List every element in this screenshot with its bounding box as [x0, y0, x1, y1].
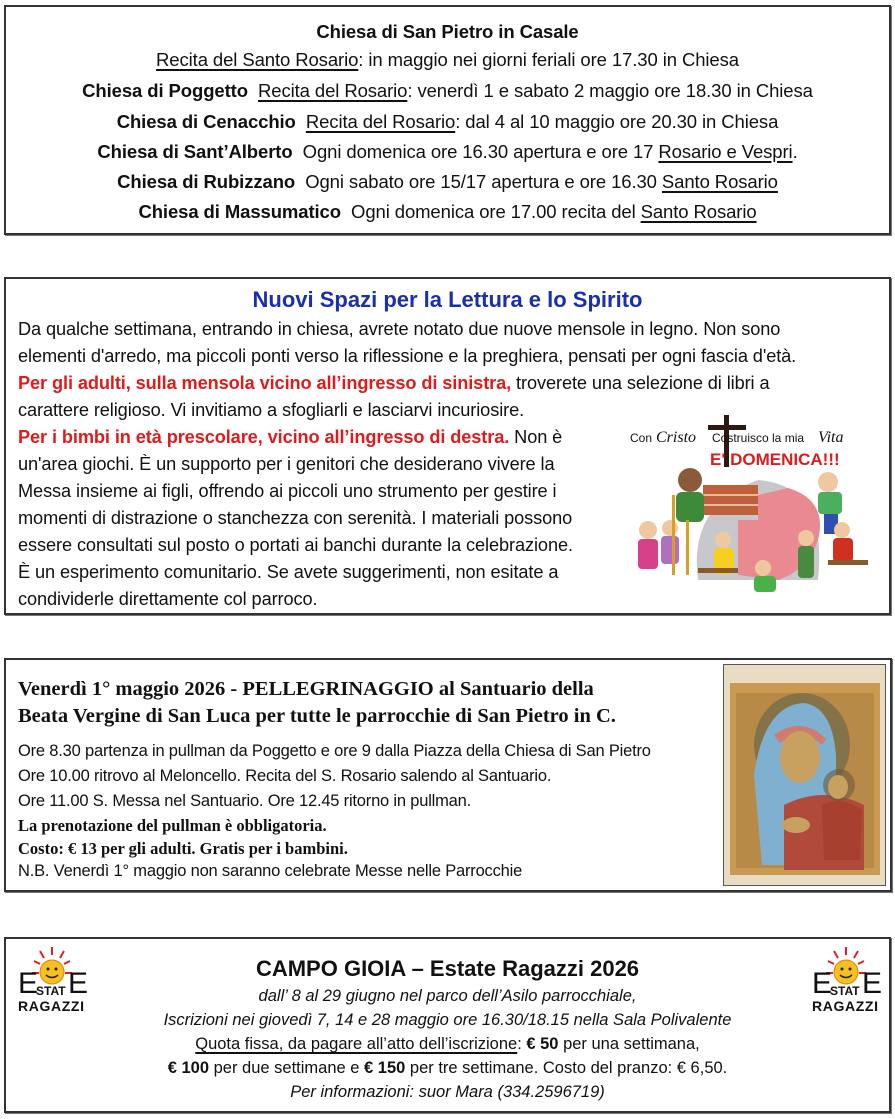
- schedule-line: Ore 8.30 partenza in pullman da Poggetto e ore 9 dalla Piazza della Chiesa di San Pietro: [18, 742, 651, 760]
- campo-gioia-box: [4, 937, 891, 1113]
- rosary-detail: : in maggio nei giorni feriali ore 17.30 in Chiesa: [358, 49, 739, 70]
- fee-150-text: per tre settimane. Costo del pranzo: € 6,50.: [405, 1059, 728, 1077]
- line-text: carattere religioso. Vi invitiamo a sfogliarli e lasciarvi incuriosire.: [18, 400, 525, 420]
- paragraph-line: [18, 589, 317, 610]
- highlight-text: Per i bimbi in età prescolare, vicino all’ingresso di destra.: [18, 427, 510, 447]
- reading-box-title: Nuovi Spazi per la Lettura e lo Spirito: [252, 287, 643, 312]
- cost-note: Costo: € 13 per gli adulti. Gratis per i bambini.: [18, 839, 348, 858]
- line-text: essere consultati sul posto o portati ai banchi durante la celebrazione.: [18, 535, 573, 555]
- rosary-detail: Ogni sabato ore 15/17 apertura e ore 16.30: [305, 171, 662, 192]
- camp-title: CAMPO GIOIA – Estate Ragazzi 2026: [255, 956, 640, 981]
- line-text: condividerle direttamente col parroco.: [18, 589, 318, 609]
- paragraph-line: [18, 427, 562, 448]
- paragraph-line: [18, 346, 796, 367]
- svg-text:Cristo: Cristo: [656, 429, 697, 446]
- builders-cartoon-icon: [628, 410, 873, 600]
- fee-label: Quota fissa, da pagare all’atto dell’iscrizione: [195, 1035, 518, 1053]
- line-text: Da qualche settimana, entrando in chiesa, avrete notato due nuove mensole in legno. Non sono: [18, 319, 781, 339]
- paragraph-line: [18, 562, 558, 583]
- church-name: Chiesa di Sant’Alberto: [97, 141, 293, 162]
- line-text: momenti di distrazione o stanchezza con serenità. I materiali possono: [18, 508, 573, 528]
- rosary-detail: .: [792, 141, 798, 162]
- paragraph-line: [18, 400, 524, 421]
- rosary-line-san-pietro: [6, 49, 889, 71]
- camp-dates: dall’ 8 al 29 giugno nel parco dell’Asilo parrocchiale,: [258, 987, 637, 1005]
- rosary-link: Recita del Rosario: [305, 111, 456, 132]
- paragraph-line: [18, 454, 554, 475]
- svg-text:E' DOMENICA!!!: E' DOMENICA!!!: [710, 450, 840, 469]
- svg-text:STAT: STAT: [830, 984, 860, 998]
- rosary-link: Recita del Santo Rosario: [156, 49, 359, 70]
- church-name: Chiesa di Poggetto: [82, 80, 248, 101]
- line-text: troverete una selezione di libri a: [511, 373, 770, 393]
- church-name: Chiesa di Cenacchio: [116, 111, 296, 132]
- church-name: Chiesa di Rubizzano: [117, 171, 296, 192]
- rosary-link: Santo Rosario: [640, 201, 757, 222]
- pilgrimage-heading-line1: Venerdì 1° maggio 2026 - PELLEGRINAGGIO al Santuario della: [18, 678, 594, 700]
- svg-text:Costruisco la mia: Costruisco la mia: [712, 431, 805, 445]
- camp-fee-line-2: [6, 1059, 889, 1078]
- schedule-line: Ore 11.00 S. Messa nel Santuario. Ore 12.45 ritorno in pullman.: [18, 792, 472, 810]
- pilgrimage-heading-line2: Beata Vergine di San Luca per tutte le parrocchie di San Pietro in C.: [18, 705, 616, 727]
- rosary-link: Santo Rosario: [661, 171, 778, 192]
- line-text: Non è: [509, 427, 563, 447]
- fee-50-text: per una settimana,: [558, 1035, 700, 1053]
- paragraph-line: [18, 508, 572, 529]
- svg-text:E: E: [68, 967, 89, 1000]
- domenica-illustration: [628, 410, 873, 600]
- rosary-detail: Ogni domenica ore 16.30 apertura e ore 17: [302, 141, 659, 162]
- svg-text:RAGAZZI: RAGAZZI: [812, 998, 878, 1014]
- camp-fee-line: [6, 1035, 889, 1054]
- rosary-line-rubizzano: [6, 171, 889, 193]
- fee-colon: :: [517, 1035, 527, 1053]
- svg-text:E: E: [18, 967, 39, 1000]
- fee-150: € 150: [364, 1059, 406, 1077]
- paragraph-line: [18, 319, 780, 340]
- svg-text:Con: Con: [630, 431, 653, 445]
- schedule-line: Ore 10.00 ritrovo al Meloncello. Recita del S. Rosario salendo al Santuario.: [18, 767, 552, 785]
- madonna-san-luca-image: [723, 664, 886, 886]
- rosary-line-santalberto: [6, 141, 889, 163]
- madonna-icon: [724, 665, 886, 886]
- paragraph-line: [18, 373, 769, 394]
- rosary-line-cenacchio: [6, 111, 889, 133]
- paragraph-line: [18, 481, 556, 502]
- svg-text:E: E: [812, 967, 833, 1000]
- rosary-box-title: Chiesa di San Pietro in Casale: [316, 21, 579, 42]
- svg-text:Vita: Vita: [818, 429, 844, 446]
- line-text: È un esperimento comunitario. Se avete suggerimenti, non esitate a: [18, 562, 559, 582]
- fee-50: € 50: [526, 1035, 559, 1053]
- fee-100-text: per due settimane e: [209, 1059, 365, 1077]
- rosary-detail: Ogni domenica ore 17.00 recita del: [351, 201, 641, 222]
- line-text: Messa insieme ai figli, offrendo ai piccoli uno strumento per gestire i: [18, 481, 557, 501]
- highlight-text: Per gli adulti, sulla mensola vicino all’ingresso di sinistra,: [18, 373, 512, 393]
- camp-info-contact: Per informazioni: suor Mara (334.2596719): [290, 1083, 605, 1101]
- svg-text:E: E: [862, 967, 883, 1000]
- rosary-line-massumatico: [6, 201, 889, 223]
- rosary-detail: : dal 4 al 10 maggio ore 20.30 in Chiesa: [455, 111, 779, 132]
- nb-note: N.B. Venerdì 1° maggio non saranno celebrate Messe nelle Parrocchie: [18, 862, 523, 880]
- church-name: Chiesa di Massumatico: [138, 201, 341, 222]
- rosary-line-poggetto: [6, 80, 889, 102]
- paragraph-line: [18, 535, 573, 556]
- fee-100: € 100: [167, 1059, 210, 1077]
- rosary-detail: : venerdì 1 e sabato 2 maggio ore 18.30 in Chiesa: [407, 80, 813, 101]
- line-text: un'area giochi. È un supporto per i genitori che desiderano vivere la: [18, 454, 555, 474]
- camp-registration: Iscrizioni nei giovedì 7, 14 e 28 maggio ore 16.30/18.15 nella Sala Polivalente: [163, 1011, 732, 1029]
- rosary-schedule-box: [4, 5, 891, 235]
- svg-text:RAGAZZI: RAGAZZI: [18, 998, 84, 1014]
- booking-required-note: La prenotazione del pullman è obbligatoria.: [18, 816, 327, 835]
- svg-text:STAT: STAT: [36, 984, 66, 998]
- line-text: elementi d'arredo, ma piccoli ponti verso la riflessione e la preghiera, pensati per ogni fascia d'età.: [18, 346, 797, 366]
- rosary-link: Recita del Rosario: [258, 80, 408, 101]
- rosary-link: Rosario e Vespri: [658, 141, 793, 162]
